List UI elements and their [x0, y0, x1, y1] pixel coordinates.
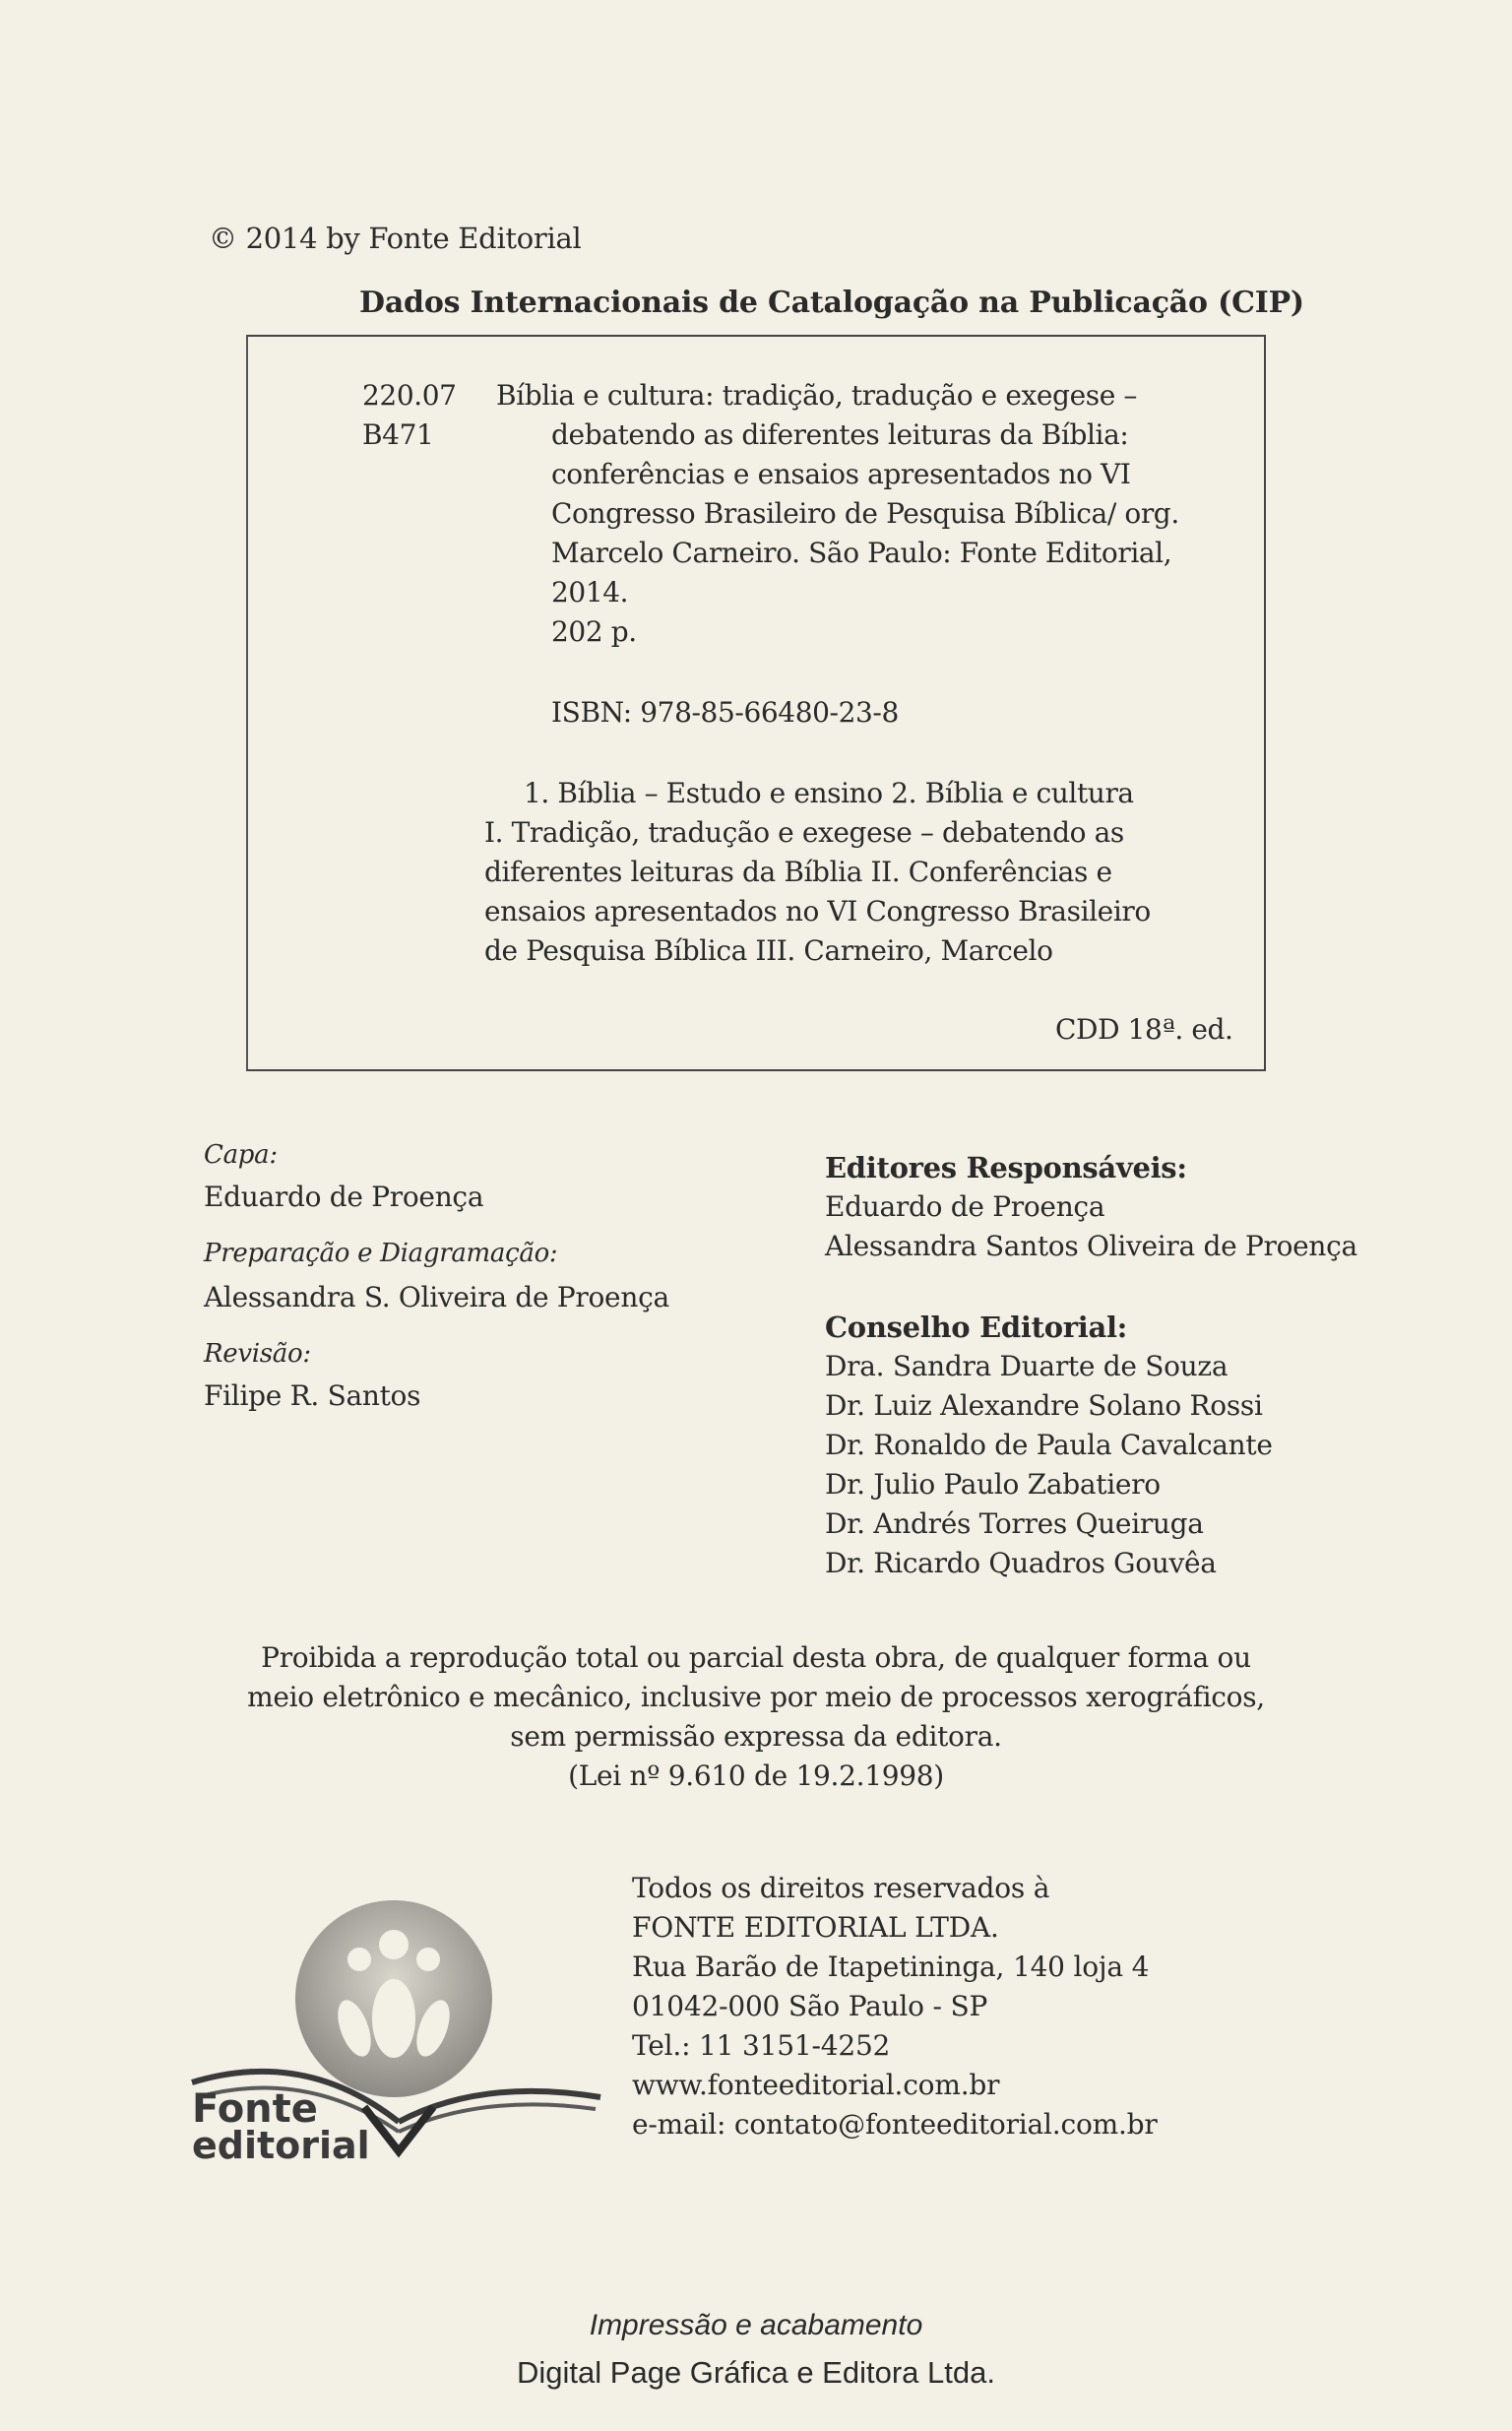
printer-name: Digital Page Gráfica e Editora Ltda.: [517, 2355, 995, 2390]
conselho-member: Dr. Ricardo Quadros Gouvêa: [825, 1547, 1217, 1579]
capa-name: Eduardo de Proença: [204, 1181, 484, 1213]
prep-label: Preparação e Diagramação:: [204, 1239, 558, 1268]
conselho-member: Dra. Sandra Duarte de Souza: [825, 1350, 1228, 1382]
cip-isbn: ISBN: 978-85-66480-23-8: [551, 696, 899, 729]
cip-entry-line: 202 p.: [551, 615, 637, 648]
logo-text-fonte: Fonte: [192, 2086, 318, 2132]
cip-entry-line: Bíblia e cultura: tradição, tradução e exegese –: [496, 379, 1137, 412]
copyright-notice: © 2014 by Fonte Editorial: [209, 222, 582, 255]
cip-box: [246, 335, 1266, 1071]
address-line: Tel.: 11 3151-4252: [632, 2029, 891, 2062]
revisao-label: Revisão:: [204, 1339, 311, 1369]
editors-label: Editores Responsáveis:: [825, 1151, 1187, 1184]
address-line: Todos os direitos reservados à: [632, 1872, 1050, 1904]
conselho-member: Dr. Ronaldo de Paula Cavalcante: [825, 1429, 1273, 1461]
cip-cdd: CDD 18ª. ed.: [1055, 1013, 1233, 1046]
cip-subject-line: I. Tradição, tradução e exegese – debatendo as: [484, 816, 1124, 849]
cip-subject-line: de Pesquisa Bíblica III. Carneiro, Marcelo: [484, 934, 1053, 967]
cip-title: Dados Internacionais de Catalogação na Publicação (CIP): [359, 286, 1304, 320]
cip-class-number: 220.07: [362, 379, 457, 412]
logo-text-editorial: editorial: [192, 2124, 370, 2167]
editor-name: Eduardo de Proença: [825, 1190, 1105, 1223]
prep-name: Alessandra S. Oliveira de Proença: [204, 1281, 669, 1313]
legal-line: sem permissão expressa da editora.: [510, 1720, 1002, 1753]
revisao-name: Filipe R. Santos: [204, 1379, 421, 1412]
conselho-label: Conselho Editorial:: [825, 1311, 1128, 1344]
printer-label: Impressão e acabamento: [589, 2309, 923, 2341]
cip-entry-line: debatendo as diferentes leituras da Bíblia:: [551, 418, 1129, 451]
conselho-member: Dr. Luiz Alexandre Solano Rossi: [825, 1389, 1263, 1422]
address-email: e-mail: contato@fonteeditorial.com.br: [632, 2108, 1158, 2141]
address-website: www.fonteeditorial.com.br: [632, 2069, 1000, 2101]
cip-entry-line: Congresso Brasileiro de Pesquisa Bíblica/ org.: [551, 497, 1179, 530]
address-line: FONTE EDITORIAL LTDA.: [632, 1911, 999, 1944]
conselho-member: Dr. Julio Paulo Zabatiero: [825, 1468, 1161, 1501]
cip-cutter: B471: [362, 418, 434, 451]
cip-entry-line: 2014.: [551, 576, 629, 608]
editor-name: Alessandra Santos Oliveira de Proença: [825, 1230, 1357, 1262]
capa-label: Capa:: [204, 1140, 278, 1170]
legal-line: meio eletrônico e mecânico, inclusive por meio de processos xerográficos,: [247, 1681, 1265, 1713]
cip-entry-line: Marcelo Carneiro. São Paulo: Fonte Editorial,: [551, 537, 1172, 569]
legal-line: (Lei nº 9.610 de 19.2.1998): [568, 1759, 944, 1792]
cip-subject-line: ensaios apresentados no VI Congresso Brasileiro: [484, 895, 1151, 928]
fonte-editorial-logo: [187, 1900, 610, 2186]
cip-entry-line: conferências e ensaios apresentados no VI: [551, 458, 1131, 490]
address-line: Rua Barão de Itapetininga, 140 loja 4: [632, 1951, 1150, 1983]
conselho-member: Dr. Andrés Torres Queiruga: [825, 1507, 1204, 1540]
legal-line: Proibida a reprodução total ou parcial desta obra, de qualquer forma ou: [261, 1641, 1251, 1674]
cip-subject-line: 1. Bíblia – Estudo e ensino 2. Bíblia e cultura: [524, 777, 1134, 809]
address-line: 01042-000 São Paulo - SP: [632, 1990, 988, 2022]
cip-subject-line: diferentes leituras da Bíblia II. Conferências e: [484, 856, 1112, 888]
